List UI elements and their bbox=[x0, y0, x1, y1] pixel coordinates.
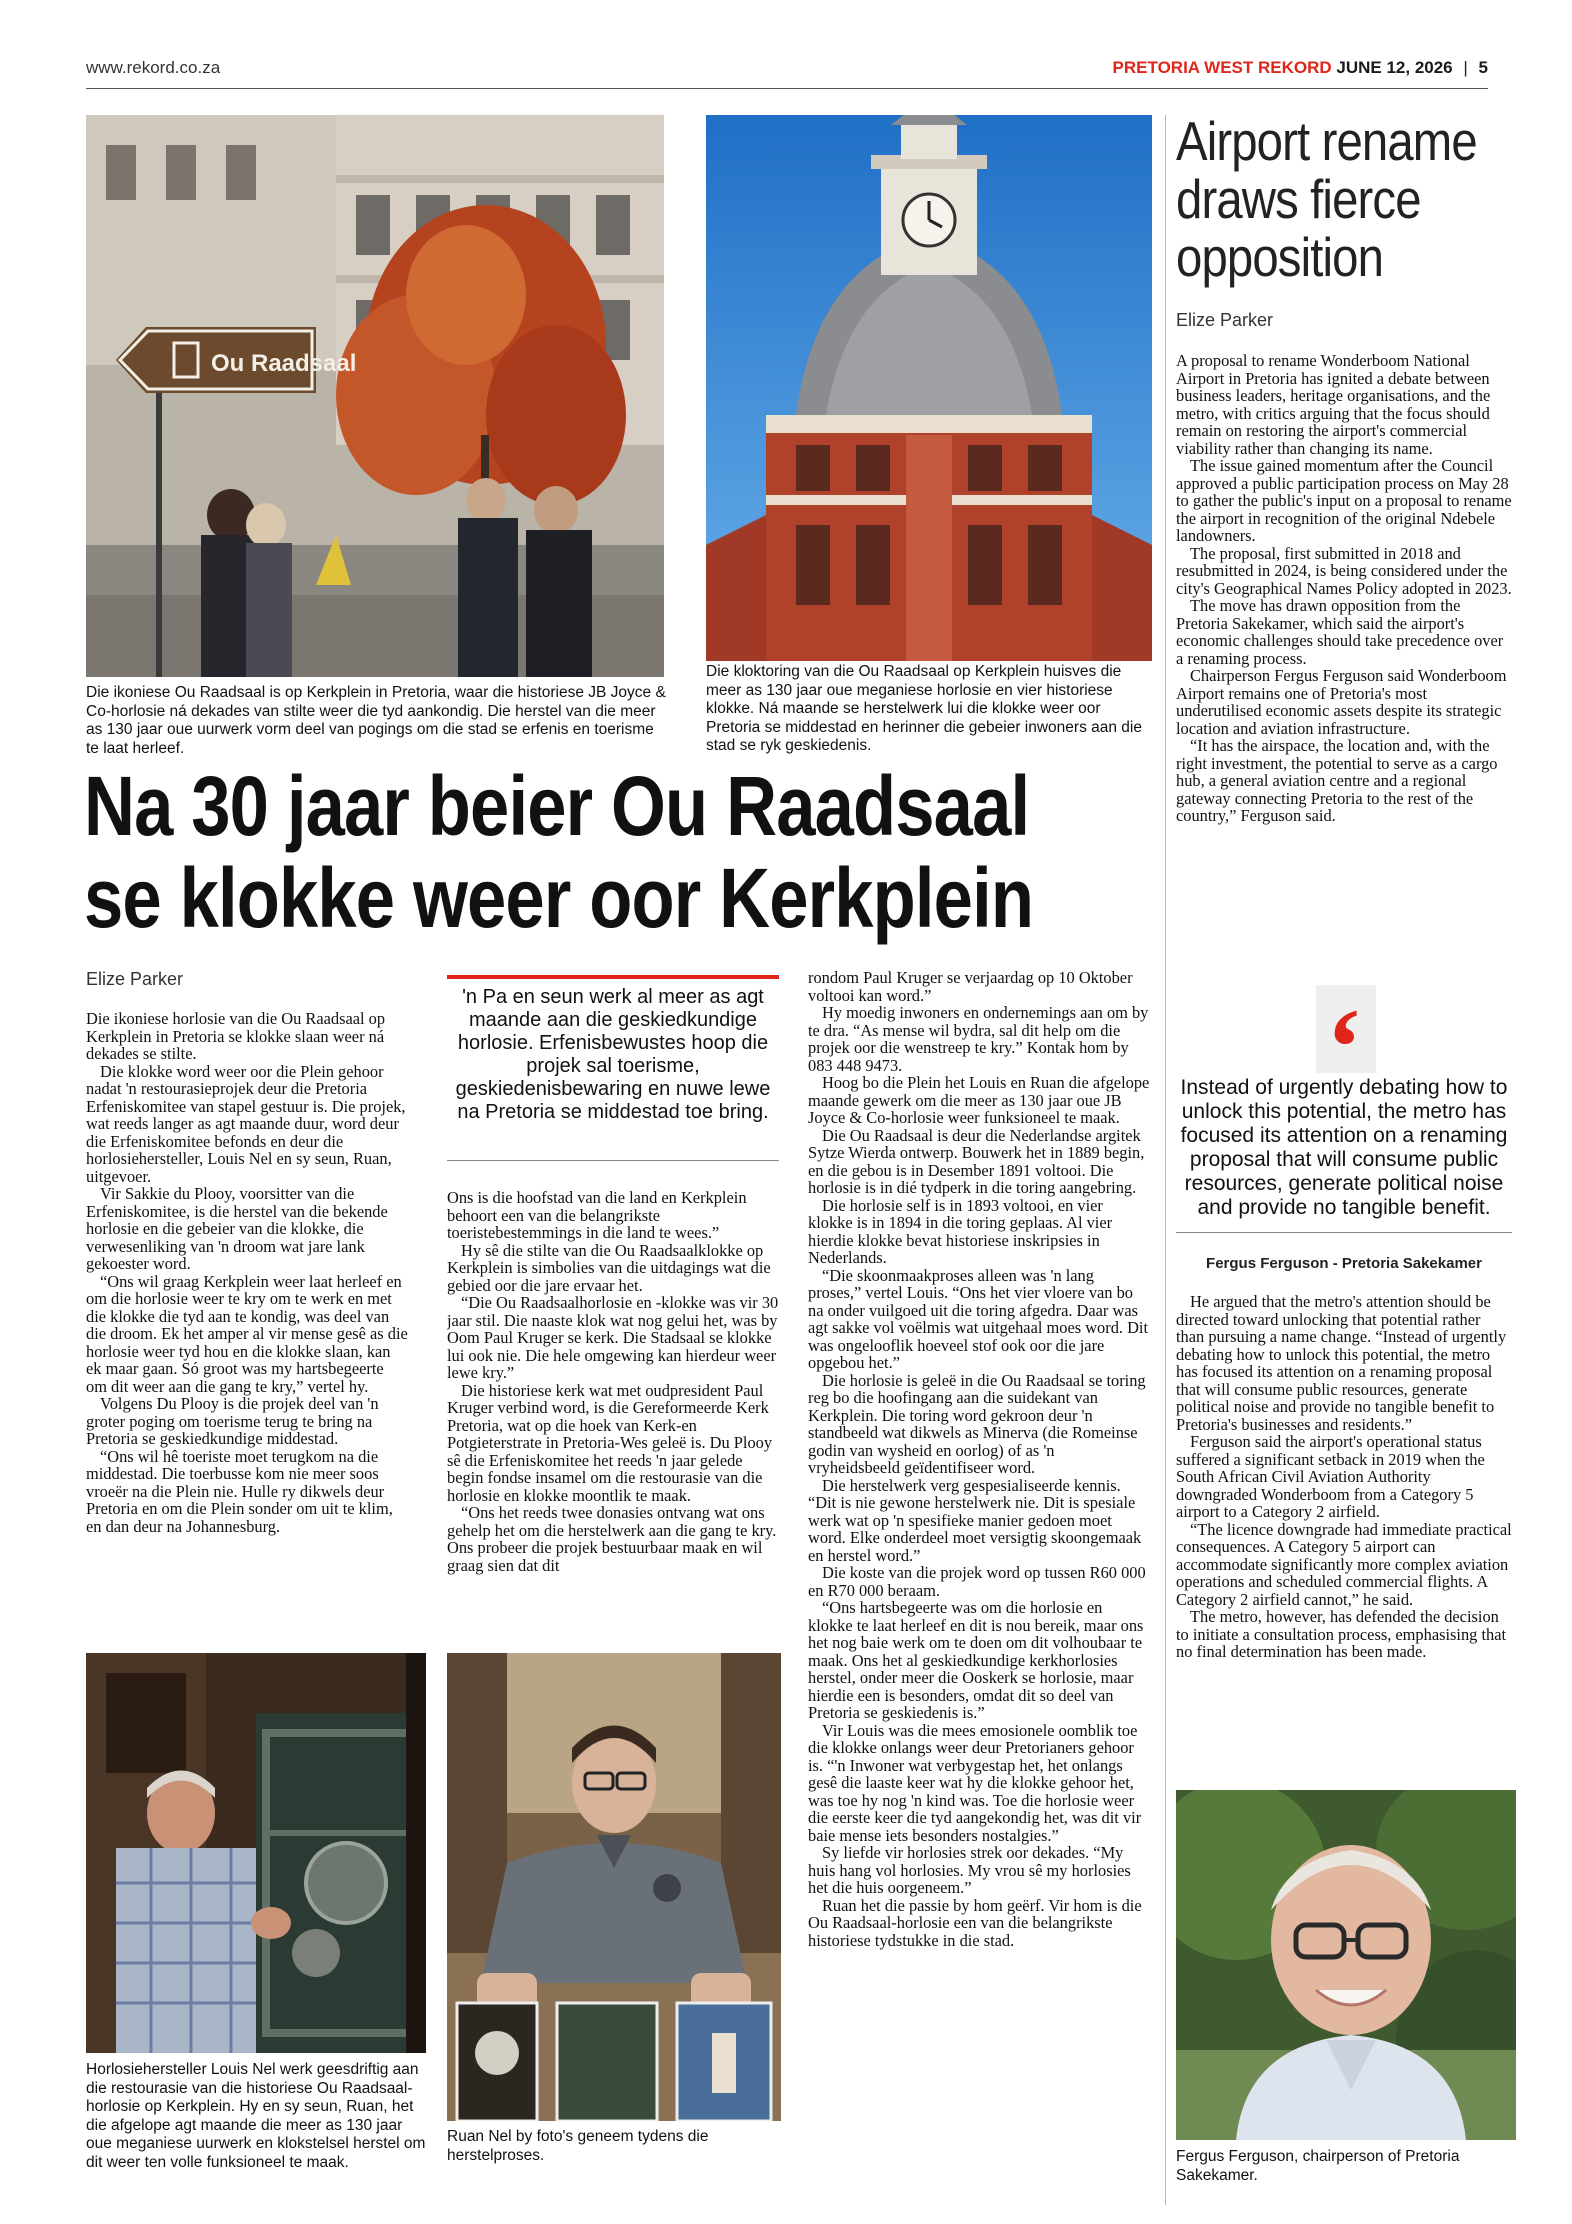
side-article-top bbox=[1176, 352, 1512, 982]
side-byline: Elize Parker bbox=[1176, 310, 1274, 330]
main-article-column-2 bbox=[447, 1189, 779, 1639]
paragraph: Die klokke word weer oor die Plein gehoor nadat 'n restourasieprojek deur die Pretoria Erfeniskomitee van stapel gestuur is. Die projek, wat reeds langer as agt maande duur, word deur die Erfeniskomitee befonds en deur die horlosiehersteller, Louis Nel en sy seun, Ruan, uitgevoer. bbox=[86, 1061, 406, 1186]
paragraph: Ruan het die passie by hom geërf. Vir hom is die Ou Raadsaal-horlosie een van die belangrikste historiese tydstukke in die stad. bbox=[808, 1895, 1142, 1950]
pull-quote-top-rule bbox=[447, 975, 779, 979]
caption-photo-2: Die kloktoring van die Ou Raadsaal op Kerkplein huisves die meer as 130 jaar oue meganiese horlosie en vier historiese klokke. Ná maande se herstelwerk lui die klokke weer oor Pretoria se middestad en herinner die gebeier inwoners aan die stad se ryk geskiedenis. bbox=[706, 663, 1142, 754]
caption-photo-5: Fergus Ferguson, chairperson of Pretoria Sakekamer. bbox=[1176, 2148, 1460, 2184]
paragraph: “It has the airspace, the location and, with the right investment, the potential to serve as a cargo hub, a general aviation centre and a regional gateway connecting Pretoria to the rest of the country,” Ferguson said. bbox=[1176, 736, 1498, 825]
page-header-info bbox=[1113, 58, 1488, 78]
paragraph: The proposal, first submitted in 2018 and resubmitted in 2024, is being considered under the city's Geographical Names Policy adopted in 2023. bbox=[1176, 543, 1512, 598]
paragraph: Ons is die hoofstad van die land en Kerkplein behoort een van die belangrikste toeristebestemmings in die land te wees.” bbox=[447, 1189, 747, 1242]
caption-photo-3: Horlosiehersteller Louis Nel werk geesdriftig aan die restourasie van die historiese Ou Raadsaal-horlosie op Kerkplein. Hy en sy seun, Ruan, het die afgelope agt maande die meer as 130 jaar oue meganiese uurwerk en klokstelsel herstel om dit weer ten volle funksioneel te maak. bbox=[86, 2061, 426, 2171]
side-pull-quote: Instead of urgently debating how to unlock this potential, the metro has focused its attention on a renaming proposal that will consume public resources, generate political noise and provide no tangible benefit. bbox=[1180, 1076, 1508, 1219]
issue-date: JUNE 12, 2026 bbox=[1336, 58, 1453, 77]
paragraph: Vir Louis was die mees emosionele oomblik toe die klokke onlangs weer deur Pretorianers gehoor is. “'n Inwoner wat verbygestap het, het onlangs gesê die laaste keer wat hy die klokke gehoor het, was toe hy nog 'n kind was. Toe die horlosie weer die eerste keer die tyd aangekondig het, was dit vir baie mense iets besonders nostalgies.” bbox=[808, 1720, 1142, 1845]
side-quote-attribution: Fergus Ferguson - Pretoria Sakekamer bbox=[1206, 1255, 1482, 1272]
paragraph: Die Ou Raadsaal is deur die Nederlandse argitek Sytze Wierda ontwerp. Bouwerk het in 1889 begin, en die gebou is in Desember 1891 voltooi. Die horlosie is in dié tydperk in die toring aangebring. bbox=[808, 1125, 1145, 1197]
paragraph: The move has drawn opposition from the Pretoria Sakekamer, which said the airport's economic challenges should take precedence over a renaming process. bbox=[1176, 596, 1504, 668]
paragraph: The metro, however, has defended the decision to initiate a consultation process, emphasising that no final determination has been made. bbox=[1176, 1607, 1507, 1661]
paragraph: “Die skoonmaakproses alleen was 'n lang proses,” vertel Louis. “Ons het vier vloere van bo na onder vuilgoed uit die toring afgedra. Daar was agt sakke vol voëlmis wat uitgehaal moes word. Dit was ongelooflik hoeveel stof ook oor die jare opgebou het.” bbox=[808, 1265, 1149, 1372]
site-url[interactable]: www.rekord.co.za bbox=[86, 58, 221, 77]
paragraph: Die herstelwerk verg gespesialiseerde kennis. “Dit is nie gewone herstelwerk nie. Dit is spesiale werk wat op 'n spesifieke manier gedoen moet word. Elke onderdeel moet versigtig skoongemaak en herstel word.” bbox=[808, 1475, 1142, 1565]
paragraph: Die horlosie self is in 1893 voltooi, en vier klokke is in 1894 in die toring geplaas. Al vier hierdie klokke bevat historiese inskripsies in Nederlands. bbox=[808, 1195, 1113, 1267]
sign-ou-raadsaal: Ou Raadsaal bbox=[211, 350, 357, 377]
paragraph: “Ons wil hê toeriste moet terugkom na die middestad. Die toerbusse kom nie meer soos vroeër na die Plein nie. Hulle ry dikwels deur Pretoria en om die Plein sonder om uit te klim, en dan deur na Johannesburg. bbox=[86, 1446, 393, 1536]
publication-name: PRETORIA WEST REKORD bbox=[1112, 58, 1332, 77]
paragraph: Sy liefde vir horlosies strek oor dekades. “My huis hang vol horlosies. My vrou sê my horlosies het die huis oorgeneem.” bbox=[808, 1843, 1131, 1897]
photo-ruan-nel bbox=[447, 1653, 781, 2121]
quote-mark: ‘ bbox=[1326, 986, 1363, 1108]
paragraph: The issue gained momentum after the Council approved a public participation process on May 28 to gather the public's input on a proposal to rename the airport in recognition of the original Ndebele landowners. bbox=[1176, 456, 1512, 545]
page-number: 5 bbox=[1478, 58, 1488, 77]
paragraph: “Die Ou Raadsaalhorlosie en -klokke was vir 30 jaar stil. Die naaste klok wat nog gelui het, was by Oom Paul Kruger se kerk. Die Stadsaal se klokke lui ook nie. Die hele omgewing kan hierdeur weer lewe kry.” bbox=[447, 1293, 779, 1382]
photo-louis-nel bbox=[86, 1653, 426, 2053]
paragraph: A proposal to rename Wonderboom National Airport in Pretoria has ignited a debate between business leaders, heritage organisations, and the metro, with critics arguing that the focus should remain on restoring the airport's commercial viability rather than changing its name. bbox=[1176, 352, 1491, 458]
main-headline-line-1: Na 30 jaar beier Ou Raadsaal bbox=[84, 759, 1030, 853]
sidebar-divider bbox=[1165, 115, 1166, 2205]
main-article-column-3 bbox=[808, 969, 1150, 2199]
caption-photo-1: Die ikoniese Ou Raadsaal is op Kerkplein in Pretoria, waar die historiese JB Joyce & Co-horlosie ná dekades van stilte weer die tyd aankondig. Die herstel van die meer as 130 jaar oue uurwerk vorm deel van pogings om die stad se erfenis en toerisme te laat herleef. bbox=[86, 684, 666, 757]
side-quote-rule bbox=[1176, 1232, 1512, 1233]
main-article-column-1 bbox=[86, 1010, 408, 1650]
paragraph: Chairperson Fergus Ferguson said Wonderboom Airport remains one of Pretoria's most underutilised economic assets despite its strategic location and aviation infrastructure. bbox=[1176, 666, 1507, 738]
caption-photo-4: Ruan Nel by foto's geneem tydens die herstelproses. bbox=[447, 2128, 709, 2164]
paragraph: Die ikoniese horlosie van die Ou Raadsaal op Kerkplein in Pretoria se klokke slaan weer ná dekades se stilte. bbox=[86, 1010, 386, 1063]
photo-fergus-ferguson bbox=[1176, 1790, 1516, 2140]
paragraph: Hoog bo die Plein het Louis en Ruan die afgelope maande gewerk om die meer as 130 jaar oue JB Joyce & Co-horlosie weer funksioneel te maak. bbox=[808, 1073, 1150, 1127]
pull-quote-bottom-rule bbox=[447, 1160, 779, 1161]
photo-ou-raadsaal-street bbox=[86, 115, 664, 677]
paragraph: rondom Paul Kruger se verjaardag op 10 Oktober voltooi kan word.” bbox=[808, 969, 1133, 1005]
header-rule bbox=[86, 88, 1488, 89]
main-headline-line-2: se klokke weer oor Kerkplein bbox=[84, 851, 1034, 945]
main-headline bbox=[84, 759, 1034, 945]
paragraph: Hy sê die stilte van die Ou Raadsaalklokke op Kerkplein is simbolies van die uitdagings wat die gebied oor die jare ervaar het. bbox=[447, 1240, 771, 1295]
paragraph: Volgens Du Plooy is die projek deel van 'n groter poging om toerisme terug te bring na Pretoria se geskiedkundige middestad. bbox=[86, 1394, 379, 1448]
paragraph: “Ons hartsbegeerte was om die horlosie en klokke te laat herleef en dit is nou bereik, maar ons het nog baie werk om te doen om dit volhoubaar te maak. Ons het al geskiedkundige kerkhorlosies herstel, onder meer die Ooskerk se horlosie, maar hierdie een is besonders, omdat dit so deel van Pretoria se geskiedenis is.” bbox=[808, 1598, 1144, 1722]
pull-quote: 'n Pa en seun werk al meer as agt maande aan die geskiedkundige horlosie. Erfenisbewustes hoop die projek sal toerisme, geskiedenisbewaring en nuwe lewe na Pretoria se middestad toe bring. bbox=[455, 986, 771, 1123]
paragraph: “Ons het reeds twee donasies ontvang wat ons gehelp het om die herstelwerk aan die gang te kry. Ons probeer die projek bestuurbaar maak en wil graag sien dat dit bbox=[447, 1503, 777, 1575]
side-headline bbox=[1176, 112, 1477, 286]
photo-clock-tower bbox=[706, 115, 1152, 661]
paragraph: He argued that the metro's attention should be directed toward unlocking that potential rather than pursuing a name change. “Instead of urgently debating how to unlock this potential, the metro has focused its attention on a renaming proposal that will consume public resources, generate political noise and provide no tangible benefit to Pretoria's businesses and residents.” bbox=[1176, 1293, 1507, 1434]
paragraph: Hy moedig inwoners en ondernemings aan om by te dra. “As mense wil bydra, sal dit help om die projek oor die wenstreep te kry.” Kontak hom by 083 448 9473. bbox=[808, 1003, 1149, 1075]
paragraph: Vir Sakkie du Plooy, voorsitter van die Erfeniskomitee, is die herstel van die bekende horlosie en die gebeier van die klokke, die verwesenliking van 'n droom wat jare lank gekoester word. bbox=[86, 1184, 388, 1273]
side-headline-line-3: opposition bbox=[1176, 226, 1384, 288]
header-separator: | bbox=[1463, 58, 1468, 77]
side-headline-line-1: Airport rename bbox=[1176, 110, 1477, 172]
paragraph: Die historiese kerk wat met oudpresident Paul Kruger verbind word, is die Gereformeerde Kerk Pretoria, wat op die hoek van Kerk-en Potgieterstrate in Pretoria-Wes geleë is. Du Plooy sê die Erfeniskomitee het reeds 'n jaar gelede begin fondse insamel om die restourasie van die horlosie en klokke moontlik te maak. bbox=[447, 1380, 773, 1505]
paragraph: Die koste van die projek word op tussen R60 000 en R70 000 beraam. bbox=[808, 1563, 1146, 1600]
paragraph: “The licence downgrade had immediate practical consequences. A Category 5 airport can accommodate significantly more complex aviation operations and scheduled commercial flights. A Category 2 airfield cannot,” he said. bbox=[1176, 1519, 1512, 1609]
paragraph: Ferguson said the airport's operational status suffered a significant setback in 2019 when the South African Civil Aviation Authority downgraded Wonderboom from a Category 5 airport to a Category 2 airfield. bbox=[1176, 1432, 1485, 1521]
side-article-bottom bbox=[1176, 1293, 1512, 1783]
main-byline: Elize Parker bbox=[86, 969, 184, 989]
side-headline-line-2: draws fierce bbox=[1176, 168, 1421, 230]
paragraph: “Ons wil graag Kerkplein weer laat herleef en om die horlosie weer te kry om te werk en met die klokke die tyd aan te kondig, was deel van die droom. Ek het amper al vir mense gesê as die horlosie weer tyd hou en die klokke slaan, kan ek maar gaan. Só groot was my hartsbegeerte om dit weer aan die gang te kry,” vertel hy. bbox=[86, 1271, 408, 1396]
paragraph: Die horlosie is geleë in die Ou Raadsaal se toring reg bo die hoofingang aan die suidekant van Kerkplein. Die toring word gekroon deur 'n standbeeld wat dikwels as Minerva (die Romeinse godin van wysheid en oorlog) of as 'n vryheidsbeeld geïdentifiseer word. bbox=[808, 1370, 1146, 1477]
